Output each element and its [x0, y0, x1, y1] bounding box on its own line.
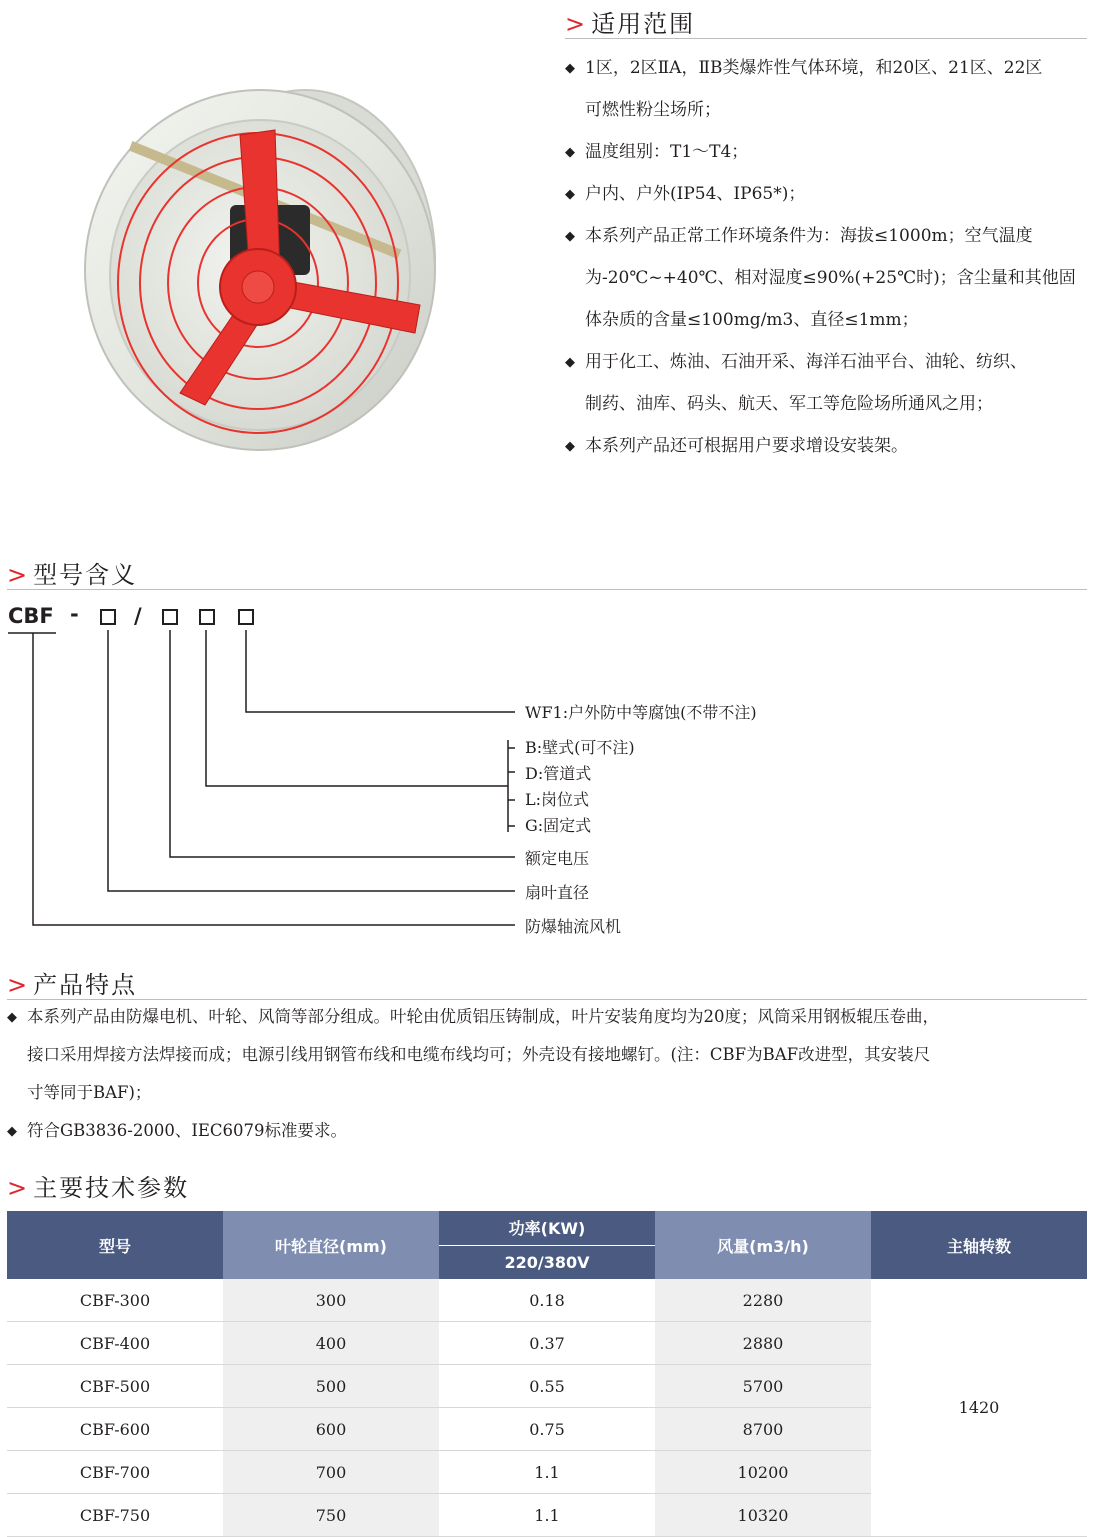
cell-model: CBF-750	[7, 1494, 223, 1537]
header-airflow: 风量(m3/h)	[655, 1211, 871, 1279]
cell-model: CBF-300	[7, 1279, 223, 1322]
label-type-l: L:岗位式	[525, 790, 590, 809]
diamond-icon: ◆	[565, 61, 575, 76]
bullet-text: 温度组别：T1～T4；	[585, 142, 749, 162]
header-power: 功率(KW)	[439, 1211, 655, 1245]
section-title-text: 主要技术参数	[33, 1174, 190, 1202]
bullet-item	[7, 998, 939, 1036]
label-type-d: D:管道式	[525, 764, 592, 783]
bullet-item	[7, 1112, 939, 1150]
bullet-text: 本系列产品还可根据用户要求增设安装架。	[585, 436, 908, 456]
diamond-icon: ◆	[7, 1124, 17, 1139]
diamond-icon: ◆	[565, 145, 575, 160]
cell-diameter: 500	[223, 1365, 439, 1408]
label-diameter: 扇叶直径	[525, 883, 590, 902]
cell-diameter: 700	[223, 1451, 439, 1494]
features-list	[7, 998, 939, 1150]
model-code-prefix: CBF	[8, 604, 54, 628]
header-model: 型号	[7, 1211, 223, 1279]
cell-diameter: 600	[223, 1408, 439, 1451]
cell-diameter: 400	[223, 1322, 439, 1365]
cell-power: 0.37	[439, 1322, 655, 1365]
cell-power: 0.55	[439, 1365, 655, 1408]
label-voltage: 额定电压	[525, 849, 590, 868]
chevron-right-icon: >	[565, 10, 588, 38]
chevron-right-icon: >	[7, 971, 30, 999]
chevron-right-icon: >	[7, 1174, 30, 1202]
bullet-text: 可燃性粉尘场所；	[585, 100, 721, 120]
section-title-text: 型号含义	[33, 561, 138, 589]
bullet-item-continuation	[7, 1074, 939, 1112]
bullet-text: 1区，2区ⅡA，ⅡB类爆炸性气体环境，和20区、21区、22区	[585, 58, 1043, 78]
cell-power: 0.18	[439, 1279, 655, 1322]
cell-power: 1.1	[439, 1494, 655, 1537]
diamond-icon: ◆	[565, 355, 575, 370]
bullet-text: 制药、油库、码头、航天、军工等危险场所通风之用；	[585, 394, 993, 414]
model-code-dash: -	[70, 602, 79, 626]
section-title-tech-params	[7, 1168, 189, 1203]
bullet-text: 为-20℃~+40℃、相对湿度≤90%(+25℃时)；含尘量和其他固	[585, 268, 1076, 288]
bullet-text: 用于化工、炼油、石油开采、海洋石油平台、油轮、纺织、	[585, 352, 1027, 372]
table-row	[7, 1279, 1087, 1322]
cell-diameter: 300	[223, 1279, 439, 1322]
section-title-features	[7, 965, 137, 1000]
bullet-text: 户内、户外(IP54、IP65*)；	[585, 184, 806, 204]
cell-airflow: 8700	[655, 1408, 871, 1451]
cell-airflow: 2280	[655, 1279, 871, 1322]
diamond-icon: ◆	[565, 229, 575, 244]
bullet-text: 本系列产品正常工作环境条件为：海拔≤1000m；空气温度	[585, 226, 1033, 246]
diamond-icon: ◆	[7, 1010, 17, 1025]
section-title-text: 产品特点	[33, 971, 138, 999]
bullet-text: 本系列产品由防爆电机、叶轮、风筒等部分组成。叶轮由优质铝压铸制成，叶片安装角度均为20度；风筒采用钢板辊压卷曲，	[27, 1007, 939, 1026]
cell-airflow: 2880	[655, 1322, 871, 1365]
label-product-name: 防爆轴流风机	[525, 917, 622, 936]
cell-power: 0.75	[439, 1408, 655, 1451]
cell-airflow: 10200	[655, 1451, 871, 1494]
bullet-text: 寸等同于BAF)；	[27, 1083, 152, 1102]
cell-airflow: 10320	[655, 1494, 871, 1537]
bullet-text: 体杂质的含量≤100mg/m3、直径≤1mm；	[585, 310, 919, 330]
cell-power: 1.1	[439, 1451, 655, 1494]
section-title-text: 适用范围	[591, 10, 696, 38]
header-voltage: 220/380V	[439, 1245, 655, 1279]
cell-model: CBF-600	[7, 1408, 223, 1451]
cell-model: CBF-400	[7, 1322, 223, 1365]
cell-airflow: 5700	[655, 1365, 871, 1408]
tech-params-table	[7, 1211, 1087, 1537]
label-type-b: B:壁式(可不注)	[525, 738, 635, 757]
cell-speed: 1420	[871, 1279, 1087, 1537]
bullet-text: 符合GB3836-2000、IEC6079标准要求。	[27, 1121, 348, 1140]
header-diameter: 叶轮直径(mm)	[223, 1211, 439, 1279]
chevron-right-icon: >	[7, 561, 30, 589]
cell-diameter: 750	[223, 1494, 439, 1537]
diamond-icon: ◆	[565, 187, 575, 202]
cell-model: CBF-500	[7, 1365, 223, 1408]
label-type-g: G:固定式	[525, 816, 592, 835]
header-speed: 主轴转数	[871, 1211, 1087, 1279]
cell-model: CBF-700	[7, 1451, 223, 1494]
label-anticorrosion: WF1:户外防中等腐蚀(不带不注)	[525, 703, 757, 722]
bullet-item-continuation	[7, 1036, 939, 1074]
diamond-icon: ◆	[565, 439, 575, 454]
bullet-text: 接口采用焊接方法焊接而成；电源引线用钢管布线和电缆布线均可；外壳设有接地螺钉。(注：CBF为BAF改进型，其安装尺	[27, 1045, 931, 1064]
model-code-slash: /	[134, 604, 142, 628]
